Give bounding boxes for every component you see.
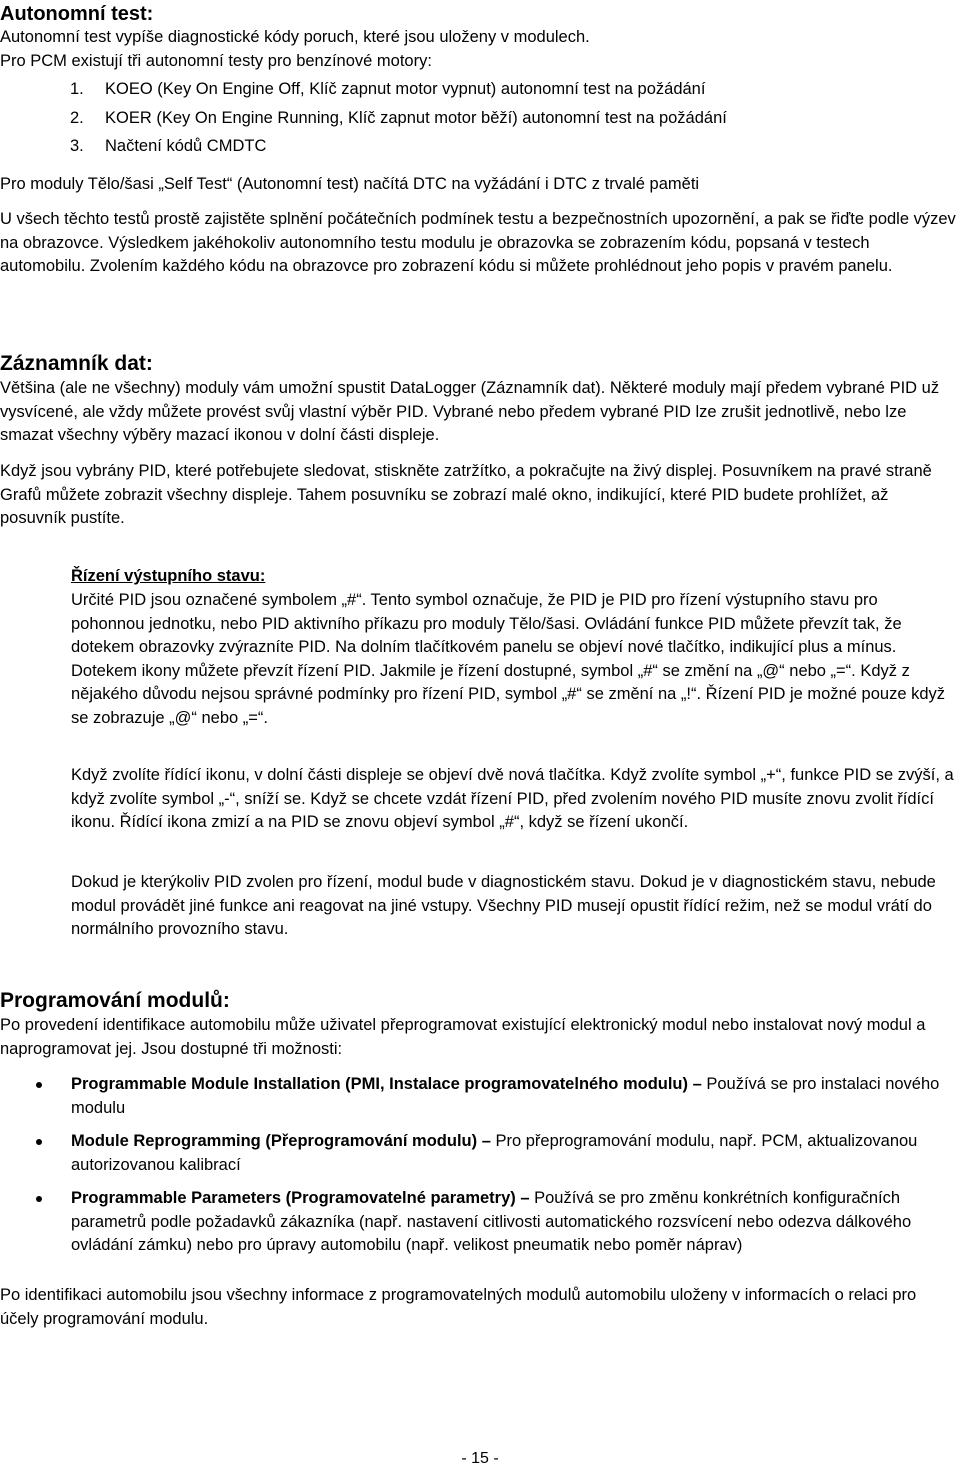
list-text: KOEO (Key On Engine Off, Klíč zapnut motor vypnut) autonomní test na požádání (105, 80, 706, 98)
logger-section (0, 352, 958, 376)
autotest-intro: Autonomní test vypíše diagnostické kódy poruch, které jsou uloženy v modulech. (0, 28, 590, 46)
list-number: 1. (70, 80, 84, 98)
logger-paragraph-2: Když jsou vybrány PID, které potřebujete sledovat, stiskněte zatržítko, a pokračujte na živý displej. Posuvníkem na pravé straně Grafů můžete zobrazit všechny displeje. Tahem posuvníku se zobrazí malé okno, indikující, které PID budete prohlížet, až posuvník pustíte. (0, 462, 932, 527)
autotest-paragraph: U všech těchto testů prostě zajistěte splnění počátečních podmínek testu a bezpečnostních upozornění, a pak se řiďte podle výzev na obrazovce. Výsledkem jakéhokoliv autonomního testu modulu je obrazovka se zobrazením kódu, popsaná v testech automobilu. Zvolením každého kódu na obrazovce pro zobrazení kódu si můžete prohlédnout jeho popis v pravém panelu. (0, 210, 956, 275)
logger-heading: Záznamník dat: (0, 352, 153, 375)
control-paragraph-1: Určité PID jsou označené symbolem „#“. Tento symbol označuje, že PID je PID pro řízení výstupního stavu pro pohonnou jednotku, nebo PID aktivního příkazu pro moduly Tělo/šasi. Ovládání funkce PID můžete převzít tak, že dotekem obrazovky zvýrazníte PID. Na dolním tlačítkovém panelu se objeví nové tlačítko, indikující plus a mínus. Dotekem ikony můžete převzít řízení PID. Jakmile je řízení dostupné, symbol „#“ se změní na „@“ nebo „=“. Když z nějakého důvodu nejsou správné podmínky pro řízení PID, symbol „#“ se změní na „!“. Řízení PID je možné pouze když se zobrazuje „@“ nebo „=“. (71, 591, 946, 727)
option-text: Používá se pro instalaci nového modulu (71, 1075, 940, 1117)
autotest-list (0, 78, 958, 159)
autotest-pcm-intro: Pro PCM existují tři autonomní testy pro benzínové motory: (0, 51, 432, 70)
autotest-body-module: Pro moduly Tělo/šasi „Self Test“ (Autonomní test) načítá DTC na vyžádání i DTC z trvalé paměti (0, 175, 700, 193)
programming-section (0, 989, 958, 1013)
logger-paragraph-1: Většina (ale ne všechny) moduly vám umožní spustit DataLogger (Záznamník dat). Některé moduly mají předem vybrané PID už vysvícené, ale vždy můžete provést svůj vlastní výběr PID. Vybrané nebo předem vybrané PID lze zrušit jednotlivě, nebo lze smazat všechny výběry mazací ikonou v dolní části displeje. (0, 379, 940, 444)
control-section (71, 565, 955, 589)
list-item (0, 1073, 958, 1120)
list-item (0, 107, 958, 131)
option-text: Pro přeprogramování modulu, např. PCM, aktualizovanou autorizovanou kalibrací (71, 1132, 918, 1174)
option-title: Programmable Module Installation (PMI, Instalace programovatelného modulu) – (71, 1075, 702, 1093)
option-title: Programmable Parameters (Programovatelné parametry) – (71, 1189, 530, 1207)
control-paragraph-3: Dokud je kterýkoliv PID zvolen pro řízení, modul bude v diagnostickém stavu. Dokud je v diagnostickém stavu, nebude modul provádět jiné funkce ani reagovat na jiné vstupy. Všechny PID musejí opustit řídící režim, než se modul vrátí do normálního provozního stavu. (71, 873, 936, 938)
option-text: Používá se pro změnu konkrétních konfiguračních parametrů podle požadavků zákazníka (např. nastavení citlivosti automatického rozsvícení nebo odezva dálkového ovládání zámku) nebo pro úpravy automobilu (např. velikost pneumatik nebo poměr náprav) (71, 1189, 912, 1254)
autotest-section (0, 2, 958, 159)
programming-heading: Programování modulů: (0, 989, 230, 1012)
control-paragraph-2: Když zvolíte řídící ikonu, v dolní části displeje se objeví dvě nová tlačítka. Když zvolíte symbol „+“, funkce PID se zvýší, a když zvolíte symbol „-“, sníží se. Když se chcete vzdát řízení PID, před zvolením nového PID musíte znovu zvolit řídící ikonu. Řídící ikona zmizí a na PID se znovu objeví symbol „#“, když se řízení ukončí. (71, 766, 954, 831)
autotest-heading: Autonomní test: (0, 3, 154, 25)
programming-options (0, 1073, 958, 1268)
programming-intro: Po provedení identifikace automobilu může uživatel přeprogramovat existující elektronický modul nebo instalovat nový modul a naprogramovat jej. Jsou dostupné tři možnosti: (0, 1016, 926, 1058)
list-item (0, 135, 958, 159)
list-text: Načtení kódů CMDTC (105, 137, 267, 155)
list-text: KOER (Key On Engine Running, Klíč zapnut motor běží) autonomní test na požádání (105, 108, 727, 127)
control-heading: Řízení výstupního stavu: (71, 567, 266, 585)
list-item (0, 1130, 958, 1177)
list-item (0, 1187, 958, 1258)
programming-outro: Po identifikaci automobilu jsou všechny informace z programovatelných modulů automobilu uloženy v informacích o relaci pro účely programování modulu. (0, 1286, 917, 1328)
option-title: Module Reprogramming (Přeprogramování modulu) – (71, 1132, 491, 1150)
list-number: 2. (70, 108, 84, 127)
list-item (0, 78, 958, 102)
list-number: 3. (70, 137, 84, 155)
page-number: - 15 - (461, 1450, 499, 1467)
